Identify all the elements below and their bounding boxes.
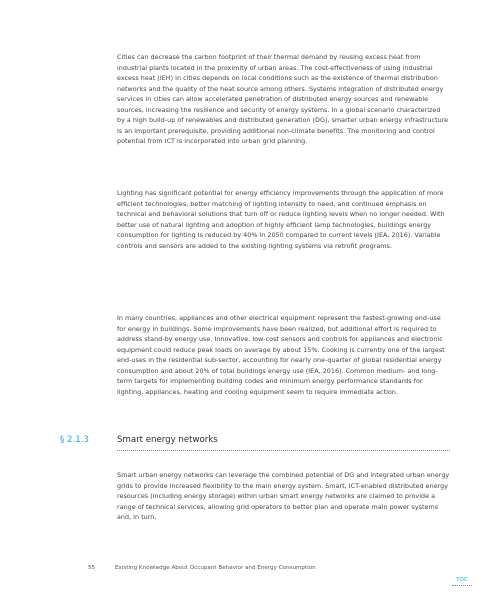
body-paragraph: Cities can decrease the carbon footprint of their thermal demand by reusing excess heat from industrial plants located in the proximity of urban areas. The cost-effectiveness of using industrial excess heat (IEH) in cities depends on local conditions such as the existence of thermal distribution networks and the quality of the heat source among others. Systems integration of distributed energy services in cities can allow accelerated penetration of distributed energy sources and renewable sources, increasing the resilience and security of energy systems. In a global scenario characterized by a high build-up of renewables and distributed generation (DG), smarter urban energy infrastructure is an important prerequisite, providing additional non-climate benefits. The monitoring and control potential from ICT is incorporated into urban grid planning. (117, 53, 449, 146)
section-number: § 2.1.3 (60, 435, 89, 445)
section-title: Smart energy networks (117, 435, 218, 445)
body-paragraph: In many countries, appliances and other electrical equipment represent the fastest-growing end-use for energy in buildings. Some improvements have been realized, but additional effort is required to address stand-by energy use. Innovative, low-cost sensors and controls for appliances and electronic equipment could reduce peak loads on average by about 15%. Cooking is currently one of the largest end-uses in the residential sub-sector, accounting for nearly one-quarter of global residential energy consumption and about 20% of total buildings energy use (IEA, 2016). Common medium- and long-term targets for implementing building codes and minimum energy performance standards for lighting, appliances, heating and cooling equipment seem to require immediate action. (117, 314, 445, 396)
section-divider (117, 450, 450, 451)
toc-underline (452, 585, 472, 586)
toc-link[interactable] (452, 577, 472, 586)
page-footer (88, 565, 316, 571)
toc-link-label: TOC (456, 577, 468, 583)
section-heading (60, 432, 448, 454)
body-paragraph: Lighting has significant potential for energy efficiency improvements through the application of more efficient technologies, better matching of lighting intensity to need, and continued emphasis on technical and behavioral solutions that turn off or reduce lighting levels when no longer needed. With better use of natural lighting and adoption of highly efficient lamp technologies, buildings energy consumption for lighting is reduced by 40% in 2050 compared to current levels (IEA, 2016). Variable controls and sensors are added to the existing lighting systems via retrofit programs. (117, 189, 445, 250)
page-number: 55 (88, 565, 96, 571)
running-title: Existing Knowledge About Occupant Behavior and Energy Consumption (115, 565, 316, 571)
body-paragraph: Smart urban energy networks can leverage the combined potential of DG and integrated urban energy grids to provide increased flexibility to the main energy system. Smart, ICT-enabled distributed energy resources (including energy storage) within urban smart energy networks are claimed to provide a range of technical services, allowing grid operators to better plan and operate main power systems and, in turn, (117, 471, 450, 522)
